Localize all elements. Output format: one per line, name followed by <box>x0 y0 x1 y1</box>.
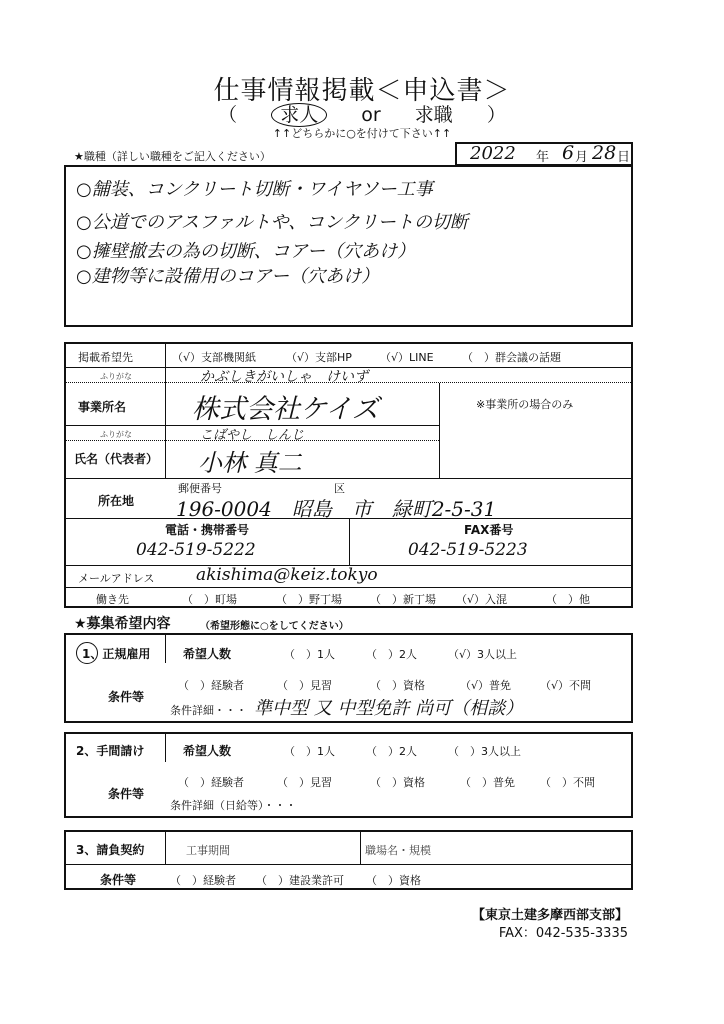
type-selector <box>0 100 724 127</box>
posting-option-kaigi[interactable]: （ ）群会議の話題 <box>462 351 561 364</box>
footer-org: 【東京土建多摩西部支部】 <box>471 908 628 923</box>
email-label: メールアドレス <box>78 572 155 585</box>
s2-count-1[interactable]: （ ）1人 <box>284 745 335 758</box>
s2-cond-minarai[interactable]: （ ）見習 <box>277 776 332 789</box>
section-1-label: 1、正規雇用 <box>82 647 151 661</box>
s2-cond-shikaku[interactable]: （ ）資格 <box>370 776 425 789</box>
s1-detail-value[interactable]: 準中型 又 中型免許 尚可（相談） <box>254 698 524 719</box>
company-label: 事業所名 <box>78 400 127 414</box>
s1-cond-keiken[interactable]: （ ）経験者 <box>178 679 244 692</box>
job-line-1: ○舗装、コンクリート切断・ワイヤソー工事 <box>76 179 433 200</box>
s2-cond-fumen[interactable]: （ ）普免 <box>460 776 515 789</box>
date-day: 28 <box>592 142 617 164</box>
rep-furigana[interactable]: こばやし しんじ <box>200 428 305 443</box>
s3-period-label[interactable]: 工事期間 <box>186 844 230 857</box>
s2-count-2[interactable]: （ ）2人 <box>366 745 417 758</box>
fax-label: FAX番号 <box>464 523 514 537</box>
s3-site-label[interactable]: 職場名・規模 <box>365 844 431 857</box>
email-value[interactable]: akishima@keiz.tokyo <box>196 565 378 585</box>
company-furigana[interactable]: かぶしきがいしゃ けいず <box>200 369 368 385</box>
posting-option-line[interactable]: （√）LINE <box>380 351 434 364</box>
date-month-unit: 月 <box>575 150 589 165</box>
s3-cond-label: 条件等 <box>100 873 137 887</box>
rep-label: 氏名（代表者） <box>74 452 159 466</box>
company-name[interactable]: 株式会社ケイズ <box>192 394 379 425</box>
job-type-label: ★職種（詳しい職種をご記入ください） <box>74 150 271 163</box>
s2-cond-fumon[interactable]: （ ）不問 <box>540 776 595 789</box>
s2-cond-label: 条件等 <box>108 787 145 801</box>
rep-name[interactable]: 小林 真二 <box>198 449 302 477</box>
s2-count-3[interactable]: （ ）3人以上 <box>448 745 521 758</box>
s1-count-2[interactable]: （ ）2人 <box>366 648 417 661</box>
s1-cond-fumon[interactable]: （√）不問 <box>540 679 592 692</box>
workplace-label: 働き先 <box>96 593 129 606</box>
date-year-unit: 年 <box>536 150 550 165</box>
date-year: 2022 <box>470 143 516 164</box>
job-line-3: ○擁壁撤去の為の切断、コアー（穴あけ） <box>76 241 416 262</box>
date-day-unit: 日 <box>617 150 631 165</box>
posting-option-kikanshi[interactable]: （√）支部機関紙 <box>172 351 257 364</box>
s1-count-label: 希望人数 <box>183 647 232 661</box>
recruit-title: ★募集希望内容 <box>74 616 171 632</box>
address-value[interactable]: 196-0004 昭島 市 緑町2-5-31 <box>176 497 497 521</box>
fax-value[interactable]: 042-519-5223 <box>408 540 528 560</box>
close-paren: ） <box>486 104 506 126</box>
option-kyujin[interactable]: 求人 <box>271 103 327 127</box>
s2-cond-keiken[interactable]: （ ）経験者 <box>178 776 244 789</box>
workplace-option-machiba[interactable]: （ ）町場 <box>182 593 237 606</box>
s3-cond-shikaku[interactable]: （ ）資格 <box>366 874 421 887</box>
posting-option-hp[interactable]: （√）支部HP <box>286 351 352 364</box>
s1-count-1[interactable]: （ ）1人 <box>284 648 335 661</box>
s2-detail-label: 条件詳細（日給等）・・・ <box>170 799 297 812</box>
s1-cond-minarai[interactable]: （ ）見習 <box>277 679 332 692</box>
s1-detail-label: 条件詳細・・・ <box>170 704 247 717</box>
workplace-option-nochoba[interactable]: （ ）野丁場 <box>276 593 342 606</box>
job-line-2: ○公道でのアスファルトや、コンクリートの切断 <box>76 212 468 233</box>
workplace-option-iri[interactable]: （√）入混 <box>456 593 508 606</box>
open-paren: （ <box>218 104 238 126</box>
s1-count-3[interactable]: （√）3人以上 <box>448 648 518 661</box>
s1-cond-fumen[interactable]: （√）普免 <box>460 679 512 692</box>
section-3-label: 3、請負契約 <box>76 843 145 857</box>
s3-cond-kyoka[interactable]: （ ）建設業許可 <box>256 874 344 887</box>
recruit-note: （希望形態に○をしてください） <box>200 621 349 632</box>
phone-label: 電話・携帯番号 <box>165 523 250 537</box>
workplace-option-shinchoba[interactable]: （ ）新丁場 <box>370 593 436 606</box>
section-2-label: 2、手間請け <box>76 744 145 758</box>
date-month: 6 <box>562 142 575 164</box>
s1-cond-label: 条件等 <box>108 690 145 704</box>
footer-fax: FAX：042-535-3335 <box>498 926 628 941</box>
s1-cond-shikaku[interactable]: （ ）資格 <box>370 679 425 692</box>
section-3-box <box>64 830 633 890</box>
postal-label: 郵便番号 <box>178 482 222 495</box>
phone-value[interactable]: 042-519-5222 <box>136 540 256 560</box>
job-line-4: ○建物等に設備用のコアー（穴あけ） <box>76 266 380 287</box>
option-kyushoku[interactable]: 求職 <box>414 104 453 126</box>
ku-label: 区 <box>334 482 345 495</box>
rep-furigana-label: ふりがな <box>100 430 132 439</box>
address-label: 所在地 <box>98 494 135 508</box>
s3-cond-keiken[interactable]: （ ）経験者 <box>170 874 236 887</box>
company-note: ※事業所の場合のみ <box>476 398 574 411</box>
s2-count-label: 希望人数 <box>183 744 232 758</box>
company-furigana-label: ふりがな <box>100 372 132 381</box>
form-title: 仕事情報掲載＜申込書＞ <box>213 76 511 106</box>
posting-label: 掲載希望先 <box>78 351 133 364</box>
workplace-option-other[interactable]: （ ）他 <box>546 593 590 606</box>
selector-hint: ↑↑どちらかに○を付けて下さい↑↑ <box>272 127 452 140</box>
option-or: or <box>361 104 381 126</box>
